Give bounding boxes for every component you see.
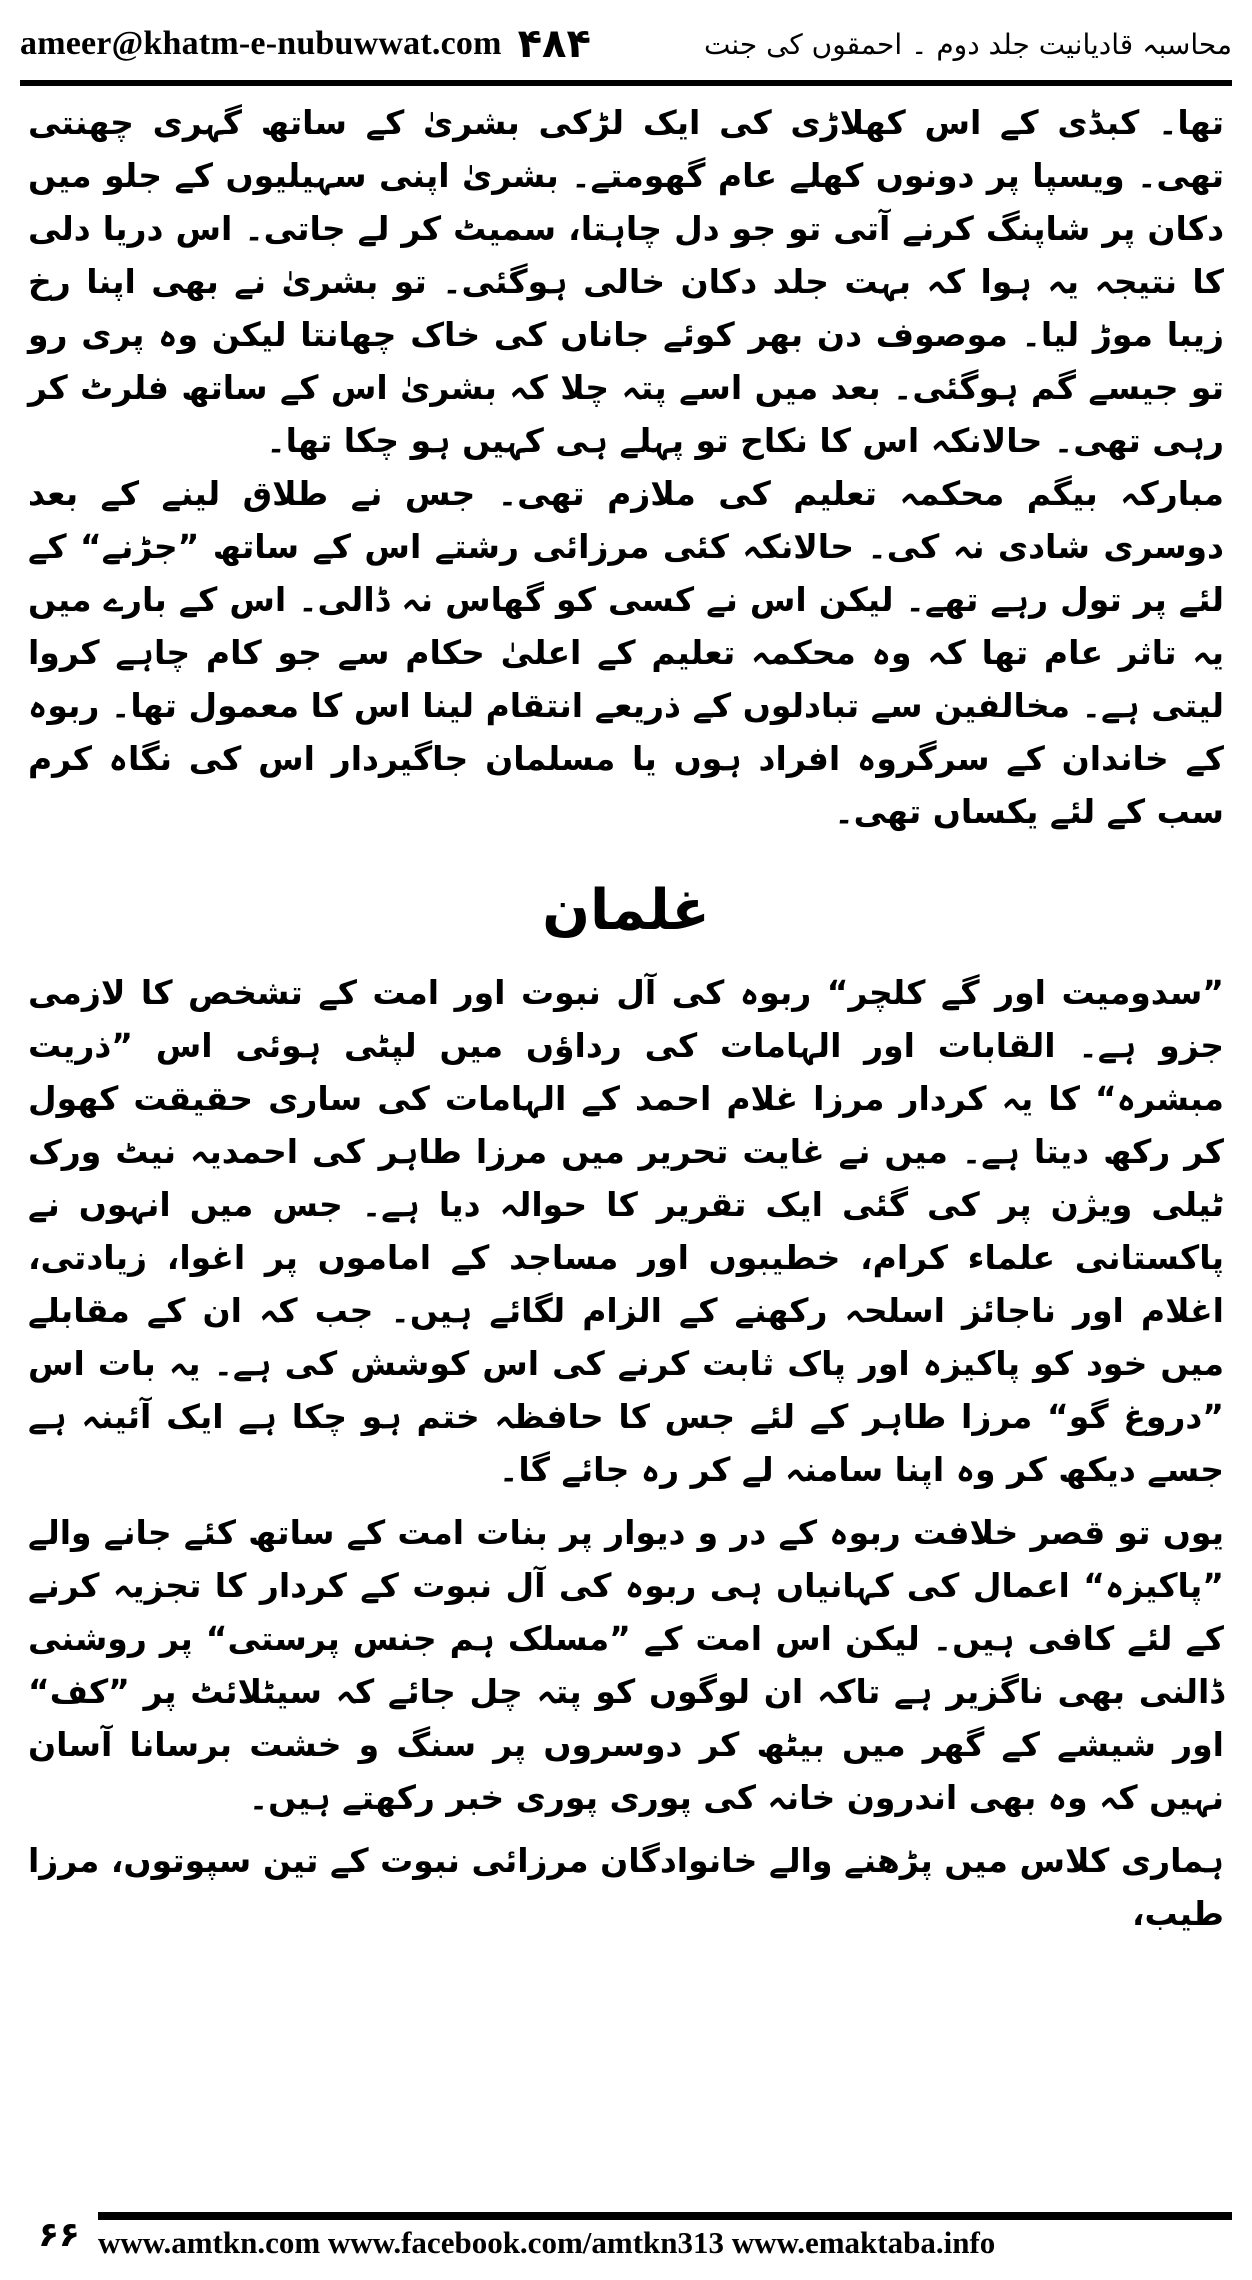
paragraph-1: تھا۔ کبڈی کے اس کھلاڑی کی ایک لڑکی بشریٰ کے ساتھ گہری چھنتی تھی۔ ویسپا پر دونوں کھلے عام گھومتے۔ بشریٰ اپنی سہیلیوں کے جلو میں دکان پر شاپنگ کرنے آتی تو جو دل چاہتا، سمیٹ کر لے جاتی۔ اس دریا دلی کا نتیجہ یہ ہوا کہ بہت جلد دکان خالی ہوگئی۔ تو بشریٰ نے بھی اپنا رخ زیبا موڑ لیا۔ موصوف دن بھر کوئے جاناں کی خاک چھانتا لیکن وہ پری رو تو جیسے گم ہوگئی۔ بعد میں اسے پتہ چلا کہ بشریٰ اس کے ساتھ فلرٹ کر رہی تھی۔ حالانکہ اس کا نکاح تو پہلے ہی کہیں ہو چکا تھا۔: [28, 103, 1224, 460]
header-book-title: محاسبہ قادیانیت جلد دوم ۔ احمقوں کی جنت: [703, 27, 1232, 61]
paragraph-5: ہماری کلاس میں پڑھنے والے خانوادگان مرزائی نبوت کے تین سپوتوں، مرزا طیب،: [28, 1841, 1224, 1933]
footer-divider: [98, 2212, 1232, 2220]
paragraph-3: ”سدومیت اور گے کلچر“ ربوہ کی آل نبوت اور امت کے تشخص کا لازمی جزو ہے۔ القابات اور الہامات کی رداؤں میں لپٹی ہوئی اس ”ذریت مبشرہ“ کا یہ کردار مرزا غلام احمد کے الہامات کی ساری حقیقت کھول کر رکھ دیتا ہے۔ میں نے غایت تحریر میں مرزا طاہر کی احمدیہ نیٹ ورک ٹیلی ویژن پر کی گئی ایک تقریر کا حوالہ دیا ہے۔ جس میں انہوں نے پاکستانی علماء کرام، خطیبوں اور مساجد کے اماموں پر اغوا، زیادتی، اغلام اور ناجائز اسلحہ رکھنے کے الزام لگائے ہیں۔ جب کہ ان کے مقابلے میں خود کو پاکیزہ اور پاک ثابت کرنے کی اس کوشش کی ہے۔ یہ بات اس ”دروغ گو“ مرزا طاہر کے لئے جس کا حافظہ ختم ہو چکا ہے ایک آئینہ ہے جسے دیکھ کر وہ اپنا سامنہ لے کر رہ جائے گا۔: [28, 973, 1224, 1489]
paragraph-4: یوں تو قصر خلافت ربوہ کے در و دیوار پر بنات امت کے ساتھ کئے جانے والے ”پاکیزہ“ اعمال کی کہانیاں ہی ربوہ کی آل نبوت کے کردار کا تجزیہ کرنے کے لئے کافی ہیں۔ لیکن اس امت کے ”مسلک ہم جنس پرستی“ پر روشنی ڈالنی بھی ناگزیر ہے تاکہ ان لوگوں کو پتہ چل جائے کہ سیٹلائٹ پر ”کف“ اور شیشے کے گھر میں بیٹھ کر دوسروں پر سنگ و خشت برسانا آسان نہیں کہ وہ بھی اندرون خانہ کی پوری پوری خبر رکھتے ہیں۔: [28, 1513, 1224, 1817]
paragraph-2: مبارکہ بیگم محکمہ تعلیم کی ملازم تھی۔ جس نے طلاق لینے کے بعد دوسری شادی نہ کی۔ حالانکہ کئی مرزائی رشتے اس کے ساتھ ”جڑنے“ کے لئے پر تول رہے تھے۔ لیکن اس نے کسی کو گھاس نہ ڈالی۔ اس کے بارے میں یہ تاثر عام تھا کہ وہ محکمہ تعلیم کے اعلیٰ حکام سے جو کام چاہے کروا لیتی ہے۔ مخالفین سے تبادلوں کے ذریعے انتقام لینا اس کا معمول تھا۔ ربوہ کے خاندان کے سرگروہ افراد ہوں یا مسلمان جاگیردار اس کی نگاہ کرم سب کے لئے یکساں تھی۔: [28, 474, 1224, 831]
header-page-number: ۴۸۴: [517, 21, 591, 67]
body-text: [28, 96, 1224, 1940]
header-divider: [20, 80, 1232, 86]
footer-bar: [98, 2208, 1232, 2262]
page-header: [20, 14, 1232, 74]
header-left-group: [20, 21, 591, 67]
header-email: ameer@khatm-e-nubuwwat.com: [20, 25, 502, 62]
page-footer: [20, 2208, 1232, 2262]
footer-links: www.amtkn.com www.facebook.com/amtkn313 www.emaktaba.info: [98, 2225, 996, 2260]
section-heading: غلمان: [542, 878, 710, 943]
footer-page-number: ۶۶: [38, 2215, 80, 2255]
